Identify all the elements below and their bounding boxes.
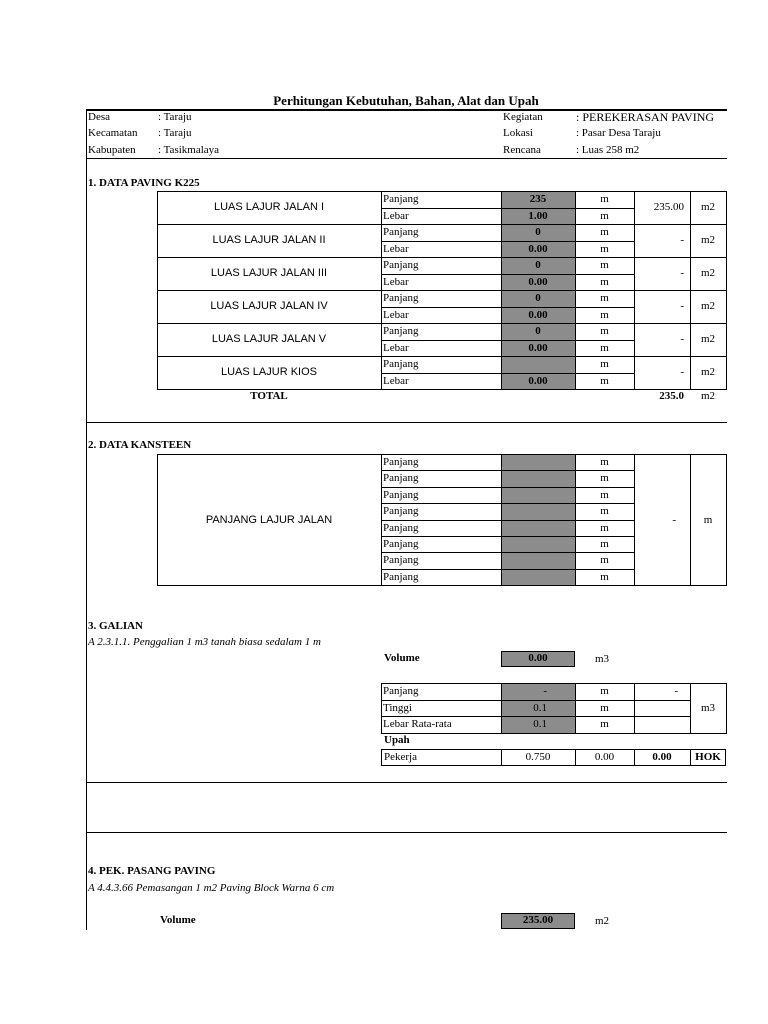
section3-upah-label: Upah xyxy=(384,734,410,746)
panjang-value: 235 xyxy=(529,193,547,205)
kansteen-panjang-label: Panjang xyxy=(383,538,419,550)
paving-area-value: - xyxy=(680,366,684,378)
galian-dim-label: Lebar Rata-rata xyxy=(383,718,452,730)
section1-total-label: TOTAL xyxy=(250,390,288,402)
kansteen-panjang-label: Panjang xyxy=(383,456,419,468)
kansteen-panjang-label: Panjang xyxy=(383,570,419,583)
lebar-unit: m xyxy=(600,209,609,222)
kansteen-unit: m xyxy=(600,456,609,468)
paving-area-value: 235.00 xyxy=(653,201,684,213)
paving-row-name: LUAS LAJUR JALAN I xyxy=(213,201,325,213)
panjang-unit: m xyxy=(600,325,609,337)
section1-divider xyxy=(86,422,727,423)
galian-dim-value: 0.1 xyxy=(533,718,547,730)
section4-description: A 4.4.3.66 Pemasangan 1 m2 Paving Block Warna 6 cm xyxy=(88,882,335,894)
panjang-label: Panjang xyxy=(383,292,419,304)
section3-divider-1 xyxy=(86,782,727,783)
header-desa-value: : Taraju xyxy=(158,111,192,123)
galian-dim-unit: m xyxy=(600,718,609,730)
panjang-label: Panjang xyxy=(383,259,419,271)
galian-dim-extra: - xyxy=(674,685,678,697)
header-kabupaten-value: : Tasikmalaya xyxy=(158,144,220,156)
kansteen-panjang-label: Panjang xyxy=(383,521,419,534)
panjang-unit: m xyxy=(600,259,609,271)
header-kecamatan-value: : Taraju xyxy=(158,127,192,139)
paving-area-unit: m2 xyxy=(700,201,716,213)
kansteen-unit: m xyxy=(600,488,609,501)
kansteen-unit: m xyxy=(600,570,609,583)
header-kegiatan-value: : PEREKERASAN PAVING xyxy=(576,110,715,124)
kansteen-panjang-label: Panjang xyxy=(383,505,419,518)
lebar-label: Lebar xyxy=(383,308,409,321)
panjang-value: 0 xyxy=(535,292,541,304)
header-kecamatan-label: Kecamatan xyxy=(88,127,138,139)
lebar-unit: m xyxy=(600,374,609,387)
panjang-unit: m xyxy=(600,292,609,304)
panjang-unit: m xyxy=(600,193,609,205)
paving-area-value: - xyxy=(680,333,684,345)
paving-area-unit: m2 xyxy=(700,267,716,279)
lebar-value: 0.00 xyxy=(528,242,548,255)
galian-dim-label: Tinggi xyxy=(383,701,412,714)
lebar-label: Lebar xyxy=(383,341,409,354)
pekerja-coef: 0.750 xyxy=(525,751,551,763)
page-left-border xyxy=(86,109,87,930)
panjang-value: 0 xyxy=(535,226,541,238)
header-rencana-value: : Luas 258 m2 xyxy=(576,144,640,156)
lebar-label: Lebar xyxy=(383,209,409,222)
section1-heading: 1. DATA PAVING K225 xyxy=(88,177,200,189)
panjang-unit: m xyxy=(600,358,609,370)
lebar-label: Lebar xyxy=(383,242,409,255)
section4-volume-label: Volume xyxy=(160,914,196,926)
section1-total-unit: m2 xyxy=(700,390,716,402)
galian-dim-label: Panjang xyxy=(383,685,419,697)
galian-dim-value: - xyxy=(543,685,547,697)
lebar-value: 1.00 xyxy=(528,209,548,222)
section3-volume-value: 0.00 xyxy=(528,652,548,664)
section1-total-value: 235.0 xyxy=(659,390,684,402)
kansteen-panjang-label: Panjang xyxy=(383,488,419,501)
paving-row-name: LUAS LAJUR JALAN IV xyxy=(210,300,328,312)
panjang-label: Panjang xyxy=(383,193,419,205)
lebar-unit: m xyxy=(600,341,609,354)
header-desa-label: Desa xyxy=(88,111,110,123)
section3-description: A 2.3.1.1. Penggalian 1 m3 tanah biasa sedalam 1 m xyxy=(88,636,321,648)
header-kegiatan-label: Kegiatan xyxy=(503,111,543,123)
lebar-value: 0.00 xyxy=(528,341,548,354)
kansteen-name: PANJANG LAJUR JALAN xyxy=(205,513,333,526)
paving-row-name: LUAS LAJUR JALAN II xyxy=(212,234,326,246)
lebar-label: Lebar xyxy=(383,374,409,387)
kansteen-result: - xyxy=(672,513,676,526)
pekerja-unit: HOK xyxy=(695,751,721,763)
paving-row-name: LUAS LAJUR KIOS xyxy=(221,366,317,378)
kansteen-panjang-label: Panjang xyxy=(383,554,419,567)
paving-area-value: - xyxy=(680,267,684,279)
kansteen-panjang-label: Panjang xyxy=(383,472,419,485)
pekerja-value-2: 0.00 xyxy=(652,751,672,763)
lebar-value: 0.00 xyxy=(528,308,548,321)
galian-dim-value: 0.1 xyxy=(533,701,547,714)
section4-volume-unit: m2 xyxy=(595,915,610,927)
panjang-label: Panjang xyxy=(383,226,419,238)
header-rencana-label: Rencana xyxy=(503,144,541,156)
lebar-unit: m xyxy=(600,275,609,288)
kansteen-unit: m xyxy=(600,505,609,518)
kansteen-unit: m xyxy=(600,538,609,550)
header-kabupaten-label: Kabupaten xyxy=(88,144,136,156)
panjang-value: 0 xyxy=(535,259,541,271)
panjang-label: Panjang xyxy=(383,325,419,337)
pekerja-value-1: 0.00 xyxy=(594,751,615,763)
section3-heading: 3. GALIAN xyxy=(88,620,144,632)
paving-area-value: - xyxy=(680,300,684,312)
galian-dim-unit: m xyxy=(600,685,609,697)
header-lokasi-value: : Pasar Desa Taraju xyxy=(576,127,661,139)
lebar-value: 0.00 xyxy=(528,374,548,387)
header-bottom-rule xyxy=(86,158,727,159)
kansteen-unit: m xyxy=(600,554,609,567)
paving-area-unit: m2 xyxy=(700,366,716,378)
page-title: Perhitungan Kebutuhan, Bahan, Alat dan Upah xyxy=(273,93,539,108)
kansteen-unit: m xyxy=(600,472,609,485)
section3-divider-2 xyxy=(86,832,727,833)
paving-area-unit: m2 xyxy=(700,333,716,345)
panjang-label: Panjang xyxy=(383,358,419,370)
galian-volume-unit: m3 xyxy=(700,701,716,714)
panjang-unit: m xyxy=(600,226,609,238)
galian-dim-unit: m xyxy=(600,701,609,714)
lebar-label: Lebar xyxy=(383,275,409,288)
paving-row-name: LUAS LAJUR JALAN III xyxy=(210,267,328,279)
paving-area-unit: m2 xyxy=(700,300,716,312)
section3-volume-unit: m3 xyxy=(595,653,610,665)
paving-area-unit: m2 xyxy=(700,234,716,246)
lebar-unit: m xyxy=(600,242,609,255)
header-lokasi-label: Lokasi xyxy=(503,127,533,139)
lebar-unit: m xyxy=(600,308,609,321)
section2-heading: 2. DATA KANSTEEN xyxy=(88,439,192,451)
section4-heading: 4. PEK. PASANG PAVING xyxy=(88,865,216,877)
pekerja-label: Pekerja xyxy=(384,751,417,763)
section4-volume-value: 235.00 xyxy=(522,914,554,926)
panjang-value: 0 xyxy=(535,325,541,337)
paving-area-value: - xyxy=(680,234,684,246)
kansteen-result-unit: m xyxy=(703,513,713,526)
kansteen-unit: m xyxy=(600,521,609,534)
section3-volume-label: Volume xyxy=(384,652,420,664)
lebar-value: 0.00 xyxy=(528,275,548,288)
paving-row-name: LUAS LAJUR JALAN V xyxy=(211,333,327,345)
